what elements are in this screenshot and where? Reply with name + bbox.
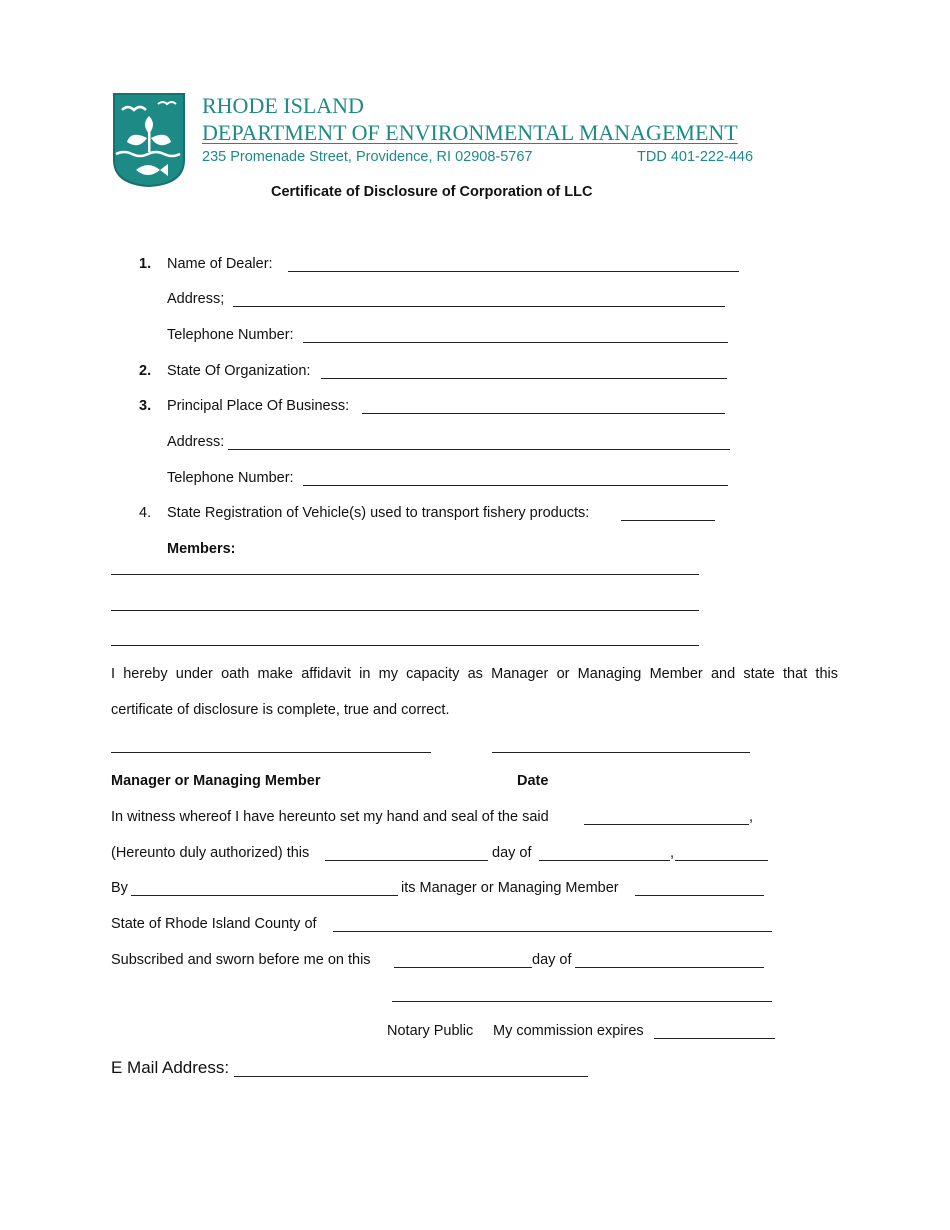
email-field[interactable] — [234, 1076, 588, 1077]
day-of-label: day of — [492, 845, 532, 861]
name-of-dealer-label: Name of Dealer: — [167, 256, 273, 272]
witness-label: In witness whereof I have hereunto set my hand and seal of the said — [111, 809, 549, 825]
principal-place-label: Principal Place Of Business: — [167, 398, 350, 414]
witness-comma: , — [749, 809, 754, 825]
affidavit-line-2: certificate of disclosure is complete, true and correct. — [111, 702, 450, 718]
hereunto-day-field[interactable] — [325, 860, 488, 861]
year-field[interactable] — [675, 860, 768, 861]
members-field-1[interactable] — [111, 574, 699, 575]
county-field[interactable] — [333, 931, 772, 932]
email-label: E Mail Address: — [111, 1058, 230, 1077]
org-department: DEPARTMENT OF ENVIRONMENTAL MANAGEMENT — [202, 120, 738, 145]
by-field[interactable] — [131, 895, 398, 896]
date-label: Date — [517, 773, 549, 789]
members-field-2[interactable] — [111, 610, 699, 611]
vehicle-reg-label: State Registration of Vehicle(s) used to transport fishery products: — [167, 505, 590, 521]
logo-stem — [148, 132, 151, 152]
notary-signature-field[interactable] — [392, 1001, 772, 1002]
item-number-1: 1. — [139, 256, 152, 272]
form-title: Certificate of Disclosure of Corporation of LLC — [271, 184, 593, 200]
address1-field[interactable] — [233, 306, 725, 307]
date-field[interactable] — [492, 752, 750, 753]
commission-field[interactable] — [654, 1038, 775, 1039]
item-number-3: 3. — [139, 398, 152, 414]
subscribed-day-field[interactable] — [394, 967, 532, 968]
name-of-dealer-field[interactable] — [288, 271, 739, 272]
its-manager-label: its Manager or Managing Member — [401, 880, 619, 896]
month-field[interactable] — [539, 860, 670, 861]
item-number-2: 2. — [139, 363, 152, 379]
affidavit-line-1: I hereby under oath make affidavit in my capacity as Manager or Managing Member and state that this — [111, 666, 838, 682]
manager-signature-field[interactable] — [111, 752, 431, 753]
telephone2-field[interactable] — [303, 485, 728, 486]
day-of-label-2: day of — [532, 952, 572, 968]
notary-label: Notary Public — [387, 1023, 474, 1039]
address2-label: Address: — [167, 434, 225, 450]
org-address: 235 Promenade Street, Providence, RI 02908-5767 — [202, 149, 533, 165]
witness-entity-field[interactable] — [584, 824, 749, 825]
members-label: Members: — [167, 541, 236, 557]
manager-signature-label: Manager or Managing Member — [111, 773, 321, 789]
its-manager-field[interactable] — [635, 895, 764, 896]
by-label: By — [111, 880, 128, 896]
commission-label: My commission expires — [493, 1023, 644, 1039]
date-comma: , — [670, 845, 675, 861]
org-tdd: TDD 401-222-446 — [637, 149, 754, 165]
members-field-3[interactable] — [111, 645, 699, 646]
subscribed-month-field[interactable] — [575, 967, 764, 968]
telephone1-field[interactable] — [303, 342, 728, 343]
item-number-4: 4. — [139, 505, 152, 521]
address1-label: Address; — [167, 291, 225, 307]
state-county-label: State of Rhode Island County of — [111, 916, 317, 932]
vehicle-reg-field[interactable] — [621, 520, 715, 521]
telephone1-label: Telephone Number: — [167, 327, 294, 343]
org-state: RHODE ISLAND — [202, 93, 364, 118]
state-of-org-field[interactable] — [321, 378, 727, 379]
principal-place-field[interactable] — [362, 413, 725, 414]
address2-field[interactable] — [228, 449, 730, 450]
subscribed-label: Subscribed and sworn before me on this — [111, 952, 371, 968]
ri-dem-logo — [112, 92, 186, 188]
hereunto-label: (Hereunto duly authorized) this — [111, 845, 310, 861]
state-of-org-label: State Of Organization: — [167, 363, 311, 379]
telephone2-label: Telephone Number: — [167, 470, 294, 486]
